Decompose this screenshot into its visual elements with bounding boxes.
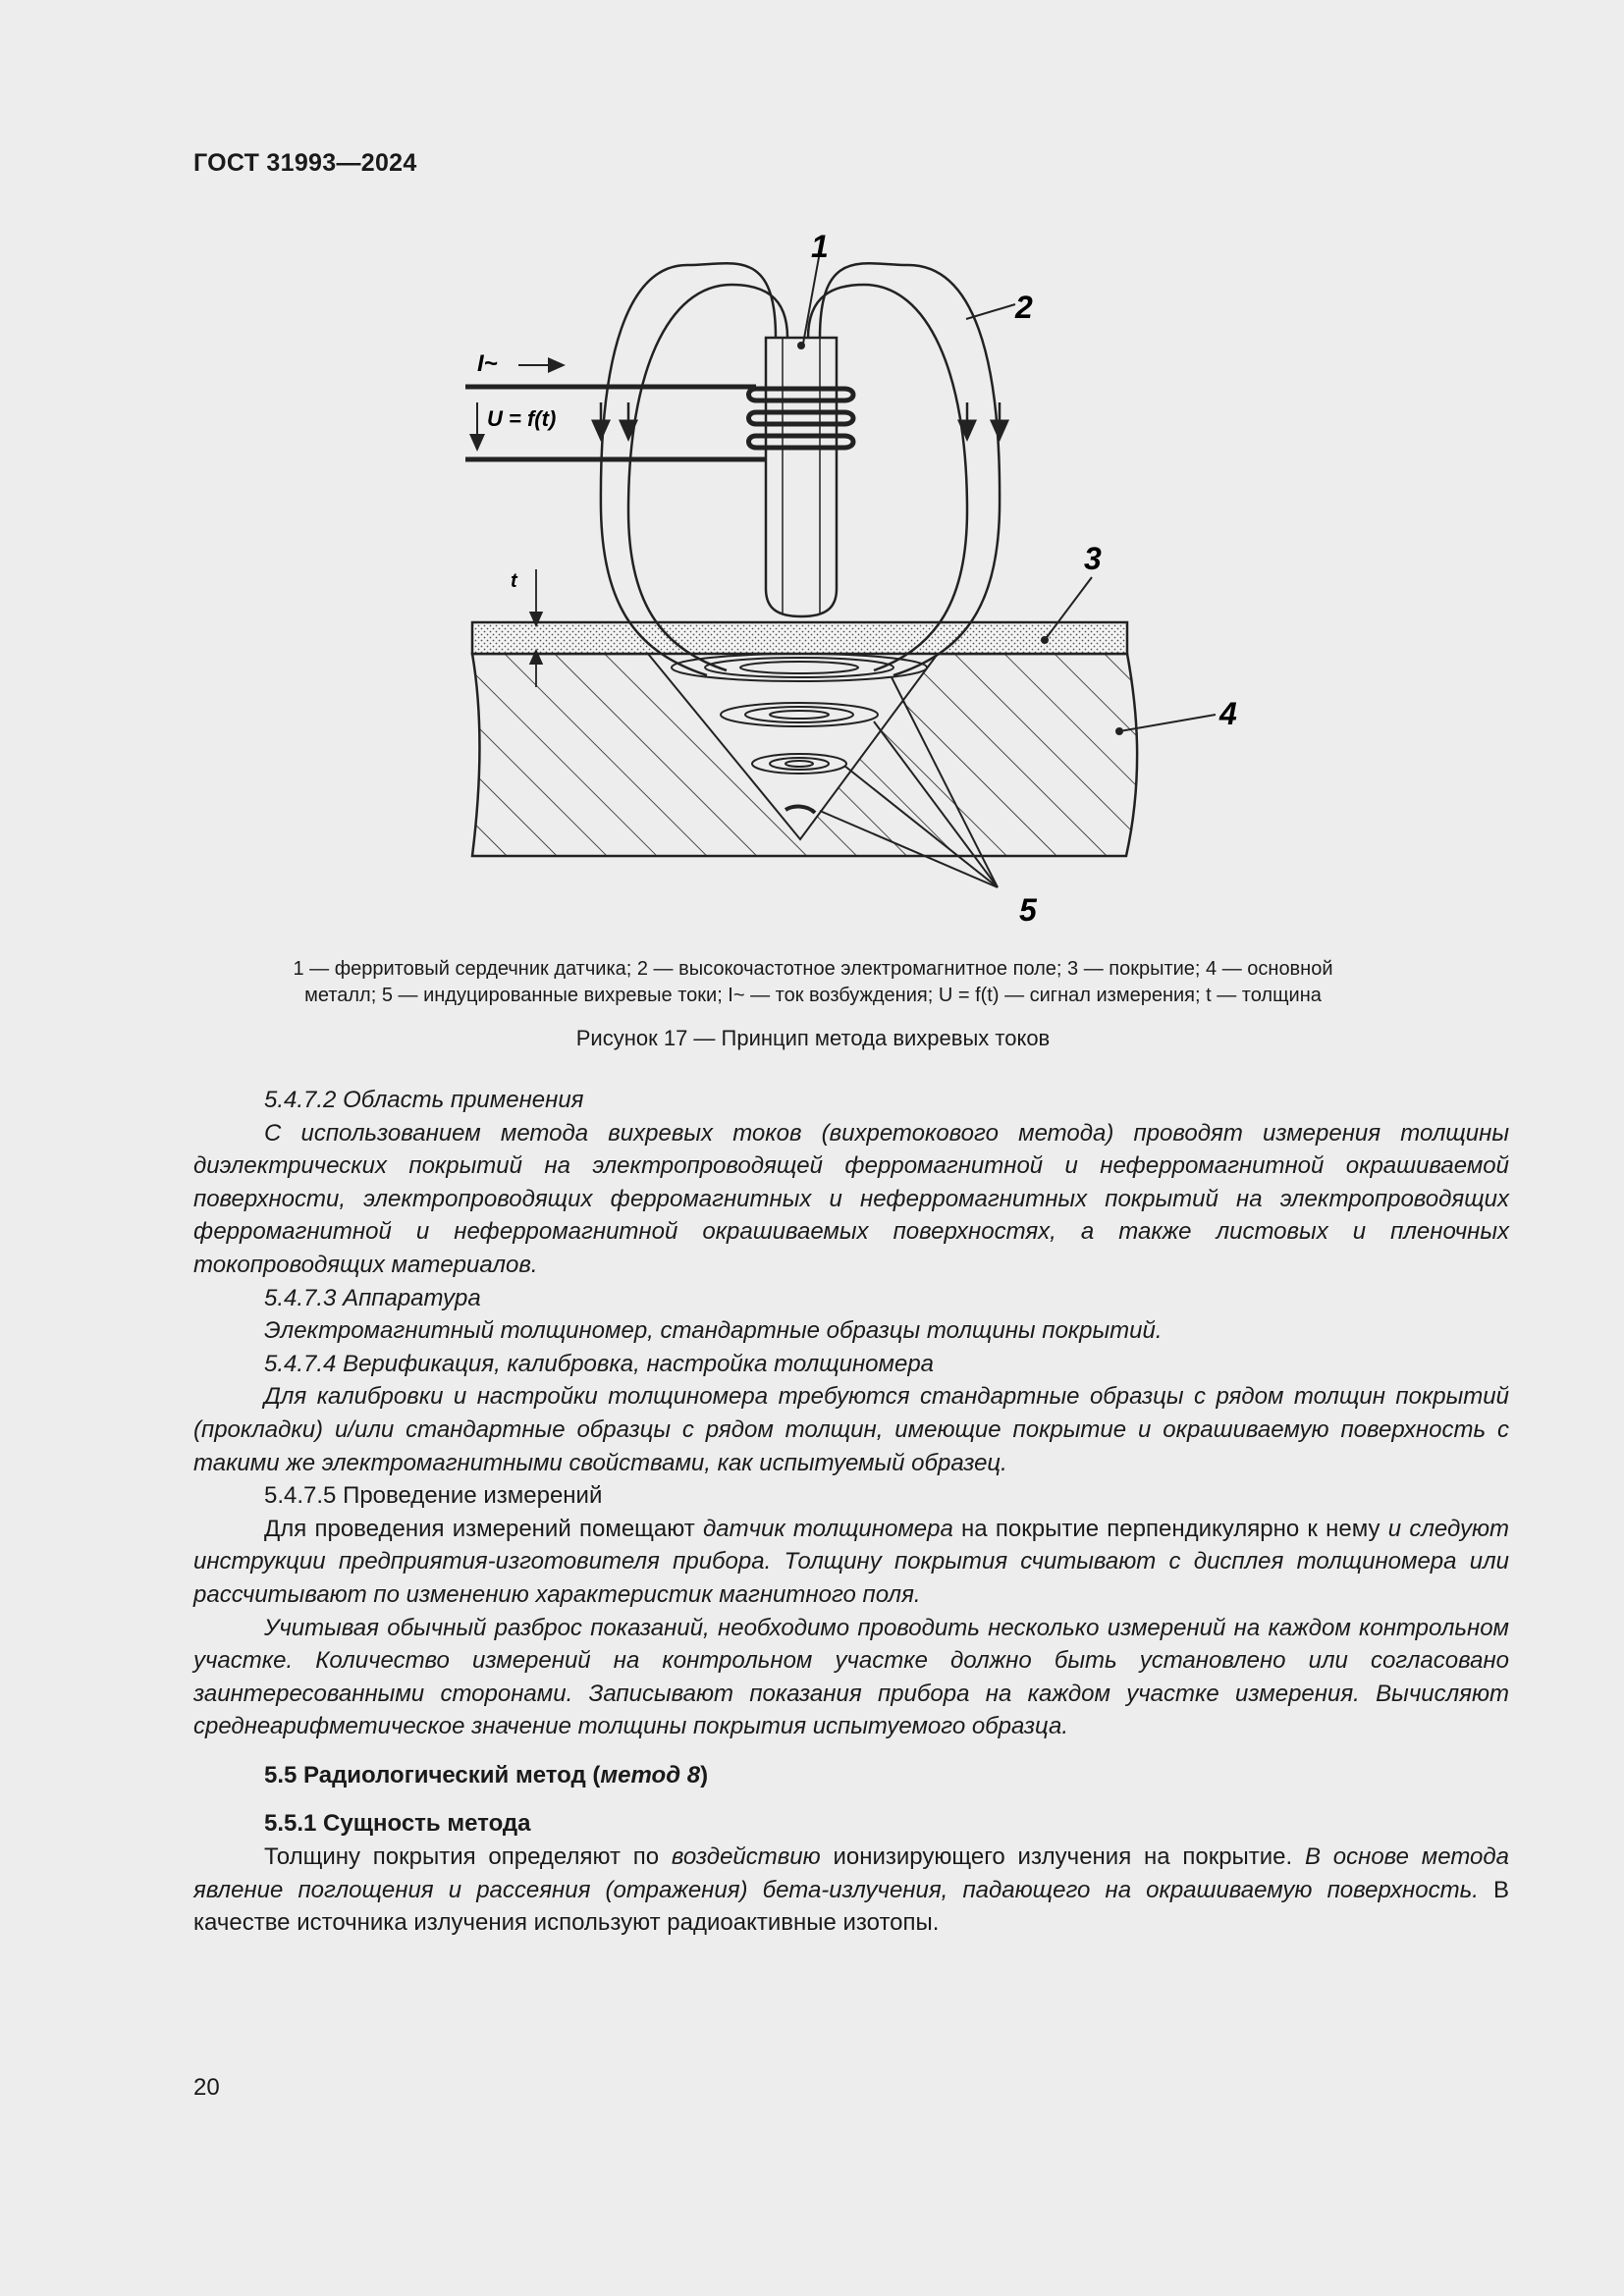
section-heading: 5.4.7.3 Аппаратура <box>264 1284 481 1311</box>
coating-layer <box>472 622 1127 654</box>
text-run: Для проведения измерений помещают <box>264 1515 703 1542</box>
paragraph: Электромагнитный толщиномер, стандартные образцы толщины покрытий. <box>264 1317 1163 1345</box>
paragraph: С использованием метода вихревых токов (вихретокового метода) проводят измерения толщины диэлектрических покрытий на электропроводящей ферромагнитной и неферромагнитной окрашиваемой поверхности, электропроводящих ферромагнитных и неферромагнитных покрытий на электропроводящих ферромагнитной и неферромагнитной окрашиваемых поверхностях, а также листовых и пленочных токопроводящих материалов. <box>193 1119 1509 1278</box>
text-run: метод 8 <box>600 1761 701 1789</box>
callout-3: 3 <box>1084 541 1102 576</box>
section-heading <box>193 1759 1509 1792</box>
paragraph: Учитывая обычный разброс показаний, необходимо проводить несколько измерений на каждом контрольном участке. Количество измерений на контрольном участке должно быть установлено или согласовано заинтересованными сторонами. Записывают показания прибора на каждом участке измерения. Вычисляют среднеарифметическое значение толщины покрытия испытуемого образца. <box>193 1614 1509 1740</box>
text-run: ионизирующего излучения на покрытие. <box>820 1843 1305 1871</box>
callout-2: 2 <box>1015 290 1033 325</box>
paragraph <box>193 1513 1509 1612</box>
text-run: В основе метода явление поглощения и рассеяния (отражения) бета-излучения, падающего на окрашиваемую поверхность. <box>193 1843 1510 1903</box>
eddy-current-diagram <box>0 0 1624 982</box>
callout-4: 4 <box>1219 696 1237 731</box>
callout-5: 5 <box>1019 892 1037 928</box>
text-run: ) <box>700 1761 709 1789</box>
section-heading: 5.4.7.2 Область применения <box>264 1087 584 1113</box>
text-run: 5.5 Радиологический метод ( <box>264 1761 601 1789</box>
text-run: В качестве источника излучения используют радиоактивные изотопы. <box>193 1876 1510 1937</box>
text-run: и следуют инструкции предприятия-изготовителя прибора. Толщину покрытия считывают с дисплея толщиномера или рассчитывают по изменению характеристик магнитного поля. <box>193 1515 1509 1608</box>
section-heading: 5.4.7.5 Проведение измерений <box>264 1482 603 1510</box>
text-run: на покрытие перпендикулярно к нему <box>952 1515 1388 1542</box>
text-run: воздействию <box>671 1843 821 1871</box>
svg-text:U = f(t): U = f(t) <box>487 406 557 431</box>
callout-1: 1 <box>811 229 829 264</box>
legend-line: металл; 5 — индуцированные вихревые токи; I~ — ток возбуждения; U = f(t) — сигнал измерения; t — толщина <box>304 985 1322 1006</box>
thickness-label: t <box>511 570 517 592</box>
figure-17 <box>0 0 1624 982</box>
section-heading: 5.5.1 Сущность метода <box>264 1810 531 1838</box>
signal-labels <box>477 350 558 444</box>
paragraph: Для калибровки и настройки толщиномера требуются стандартные образцы с рядом толщин покрытий (прокладки) и/или стандартные образцы с рядом толщин, имеющие покрытие и окрашиваемую поверхность с такими же электромагнитными свойствами, как испытуемый образец. <box>193 1383 1509 1476</box>
figure-legend <box>193 956 1433 1009</box>
text-run: Толщину покрытия определяют по <box>264 1843 672 1871</box>
ferrite-core <box>766 338 837 616</box>
page-number: 20 <box>193 2074 220 2101</box>
figure-title: Рисунок 17 — Принцип метода вихревых токов <box>575 1026 1051 1050</box>
body-text <box>193 1084 1509 1940</box>
document-header: ГОСТ 31993—2024 <box>193 149 417 177</box>
section-heading: 5.4.7.4 Верификация, калибровка, настройка толщиномера <box>264 1350 935 1377</box>
text-run: датчик толщиномера <box>702 1515 953 1542</box>
paragraph <box>193 1841 1509 1940</box>
legend-line: 1 — ферритовый сердечник датчика; 2 — высокочастотное электромагнитное поле; 3 — покрытие; 4 — основной <box>293 958 1333 980</box>
svg-text:I~: I~ <box>477 350 498 377</box>
